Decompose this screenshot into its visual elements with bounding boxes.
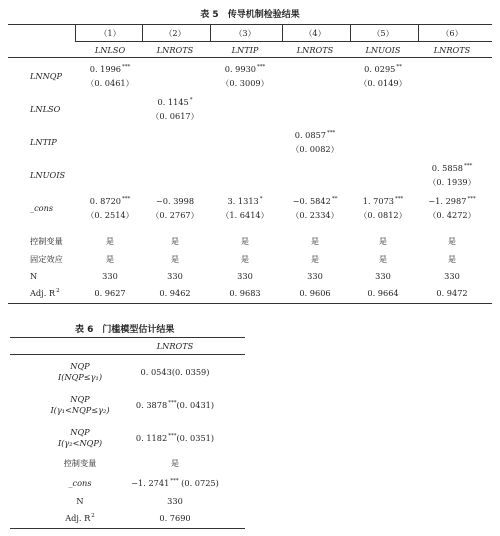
table-5-coefficient: 0. 0857*** bbox=[294, 130, 336, 140]
table-5-stat-value: 是 bbox=[170, 236, 180, 246]
table-6-value: 330 bbox=[167, 496, 183, 506]
table-5-col-variable: LNLSO bbox=[94, 45, 126, 55]
significance-stars: *** bbox=[467, 196, 476, 202]
table-5-stat-value: 0. 9606 bbox=[299, 288, 331, 298]
table-6-standard-error: (0. 0431) bbox=[176, 400, 215, 410]
significance-stars: 2 bbox=[56, 288, 60, 294]
table-5-coefficient: −0. 3998 bbox=[155, 196, 195, 206]
table-5-stat-label: N bbox=[30, 271, 38, 281]
table-5-stat-value: 是 bbox=[240, 236, 250, 246]
table-5-col-variable: LNROTS bbox=[156, 45, 194, 55]
significance-stars: * bbox=[259, 196, 263, 202]
table-5-stat-value: 是 bbox=[378, 254, 388, 264]
table-6-value: 0. 7690 bbox=[159, 513, 191, 523]
table-5-col-separator bbox=[142, 25, 143, 41]
table-5-stat-value: 0. 9627 bbox=[94, 288, 126, 298]
table-5-stat-value: 是 bbox=[378, 236, 388, 246]
table-5-row-label: LNTIP bbox=[30, 137, 57, 147]
table-5-col-number: （4） bbox=[304, 28, 326, 38]
table-5-stat-label: 控制变量 bbox=[30, 236, 63, 246]
significance-stars: * bbox=[189, 97, 193, 103]
significance-stars: *** bbox=[257, 64, 266, 70]
table-6-standard-error: (0. 0359) bbox=[171, 367, 210, 377]
table-5-stat-value: 0. 9664 bbox=[367, 288, 399, 298]
table-5-coefficient: 0. 9930*** bbox=[224, 64, 266, 74]
table-5-standard-error: （0. 2334） bbox=[291, 210, 339, 220]
table-5-row-label: LNNQP bbox=[30, 71, 62, 81]
table-6-coefficient: 0. 0543 bbox=[140, 367, 172, 377]
table-6-standard-error: (0. 0351) bbox=[176, 433, 215, 443]
table-5-col-variable: LNTIP bbox=[231, 45, 259, 55]
table-5-stat-value: 330 bbox=[375, 271, 391, 281]
table-5-col-separator bbox=[350, 25, 351, 41]
table-6-row-condition: I(NQP≤γ₁) bbox=[57, 372, 103, 382]
table-6-value: −1. 2741 bbox=[131, 478, 170, 488]
table-6-stat-value bbox=[167, 496, 183, 506]
table-5-stat-value: 是 bbox=[447, 236, 457, 246]
table-6-stat-value bbox=[131, 478, 219, 488]
table-6-stat-value bbox=[159, 513, 190, 523]
table-5-col-number: （1） bbox=[99, 28, 121, 38]
table-6-coefficient: 0. 3878 bbox=[135, 400, 168, 410]
table-5-standard-error: （0. 4272） bbox=[428, 210, 476, 220]
table-5-col-separator bbox=[210, 25, 211, 41]
table-5-row-label: _cons bbox=[30, 203, 54, 213]
significance-stars: *** bbox=[168, 400, 177, 406]
table-6-title: 表 6 门槛模型估计结果 bbox=[75, 325, 175, 335]
significance-stars: *** bbox=[122, 64, 131, 70]
table-5-stat-value: 330 bbox=[167, 271, 183, 281]
table-5-coefficient: −0. 5842** bbox=[292, 196, 338, 206]
table-5-col-number: （6） bbox=[441, 28, 463, 38]
table-6-top-rule bbox=[10, 337, 245, 338]
table-5-coefficient: 0. 5858*** bbox=[431, 163, 473, 173]
table-5-standard-error: （0. 1939） bbox=[428, 177, 476, 187]
table-6-estimate bbox=[136, 433, 214, 443]
table-6-row-condition: I(γ₂<NQP) bbox=[57, 438, 103, 448]
table-5-stat-value: 是 bbox=[170, 254, 180, 264]
significance-stars: ** bbox=[396, 64, 402, 70]
table-5-stat-value: 0. 9683 bbox=[229, 288, 261, 298]
table-5-standard-error: （0. 0617） bbox=[151, 111, 199, 121]
table-6-estimate bbox=[136, 400, 214, 410]
table-5-col-separator bbox=[418, 25, 419, 41]
significance-stars: *** bbox=[464, 163, 473, 169]
table-5-stat-value: 是 bbox=[105, 254, 115, 264]
table-6-stat-label: N bbox=[76, 496, 84, 506]
table-6-stat-value bbox=[171, 458, 179, 468]
table-5-coefficient: 0. 1145* bbox=[157, 97, 193, 107]
table-5-stat-value: 0. 9462 bbox=[159, 288, 191, 298]
table-6-row-label: NQP bbox=[70, 427, 90, 437]
table-5-stat-value: 330 bbox=[102, 271, 118, 281]
table-5-header-rule bbox=[8, 57, 492, 58]
significance-stars: 2 bbox=[91, 513, 95, 519]
table-5-stat-value: 330 bbox=[237, 271, 253, 281]
table-5-standard-error: （0. 2514） bbox=[86, 210, 134, 220]
table-5-stat-value: 330 bbox=[307, 271, 323, 281]
table-5-row-label: LNLSO bbox=[30, 104, 61, 114]
table-5-stat-value: 是 bbox=[240, 254, 250, 264]
significance-stars: *** bbox=[327, 130, 336, 136]
table-5-header-mid-rule bbox=[75, 41, 492, 42]
table-6-col-variable: LNROTS bbox=[156, 341, 194, 351]
table-5-col-variable: LNUOIS bbox=[365, 45, 401, 55]
table-5-standard-error: （0. 0812） bbox=[359, 210, 407, 220]
table-5-stat-label: 固定效应 bbox=[30, 254, 63, 264]
table-5-bottom-rule bbox=[8, 303, 492, 304]
table-5-col-variable: LNROTS bbox=[296, 45, 334, 55]
significance-stars: *** bbox=[168, 433, 177, 439]
table-5-top-rule bbox=[8, 24, 492, 25]
significance-stars: *** bbox=[122, 196, 131, 202]
table-5-coefficient: 0. 1996*** bbox=[89, 64, 131, 74]
table-6-estimate bbox=[141, 367, 210, 377]
significance-stars: ** bbox=[331, 196, 338, 202]
table-5-title: 表 5 传导机制检验结果 bbox=[200, 10, 300, 20]
table-6-row-label: NQP bbox=[70, 361, 90, 371]
table-5-col-number: （5） bbox=[372, 28, 394, 38]
table-5-col-number: （2） bbox=[164, 28, 186, 38]
table-5-col-separator bbox=[75, 25, 76, 41]
table-5-coefficient: 0. 0295** bbox=[364, 64, 402, 74]
table-5-stat-value: 是 bbox=[105, 236, 115, 246]
table-6-stat-label: 控制变量 bbox=[63, 458, 97, 468]
table-5-col-variable: LNROTS bbox=[433, 45, 471, 55]
table-5-row-label: LNUOIS bbox=[30, 170, 66, 180]
table-5-standard-error: （0. 2767） bbox=[151, 210, 199, 220]
table-6-value: 是 bbox=[170, 458, 180, 468]
table-6-bottom-rule bbox=[10, 528, 245, 529]
table-6-coefficient: 0. 1182 bbox=[135, 433, 168, 443]
table-5-stat-value: 330 bbox=[444, 271, 460, 281]
table-5-coefficient: −1. 2987*** bbox=[428, 196, 476, 206]
table-5-stat-value: 0. 9472 bbox=[436, 288, 468, 298]
table-5-standard-error: （0. 0149） bbox=[359, 78, 407, 88]
significance-stars: *** bbox=[395, 196, 404, 202]
table-6-stat-label: _cons bbox=[68, 478, 92, 488]
table-5-stat-label: Adj. $R^2$ bbox=[30, 288, 60, 298]
table-6-row-label: NQP bbox=[70, 394, 90, 404]
table-5-stat-value: 是 bbox=[310, 254, 320, 264]
table-5-stat-value: 是 bbox=[447, 254, 457, 264]
table-5-stat-value: 是 bbox=[310, 236, 320, 246]
table-6-header-rule bbox=[10, 354, 245, 355]
table-5-col-number: （3） bbox=[234, 28, 256, 38]
table-5-standard-error: （0. 0461） bbox=[86, 78, 134, 88]
table-6-row-condition: I(γ₁<NQP≤γ₂) bbox=[50, 405, 110, 415]
table-5-standard-error: （0. 3009） bbox=[221, 78, 269, 88]
significance-stars: *** bbox=[170, 478, 179, 484]
table-5-standard-error: （0. 0082） bbox=[291, 144, 339, 154]
table-5-coefficient: 3. 1313* bbox=[227, 196, 263, 206]
table-6-stat-label: Adj. $R^2$ bbox=[65, 513, 95, 523]
table-6-standard-error: (0. 0725) bbox=[178, 478, 219, 488]
table-5-standard-error: （1. 6414） bbox=[221, 210, 269, 220]
table-5-coefficient: 1. 7073*** bbox=[362, 196, 404, 206]
table-5-col-separator bbox=[282, 25, 283, 41]
table-5-coefficient: 0. 8720*** bbox=[89, 196, 131, 206]
